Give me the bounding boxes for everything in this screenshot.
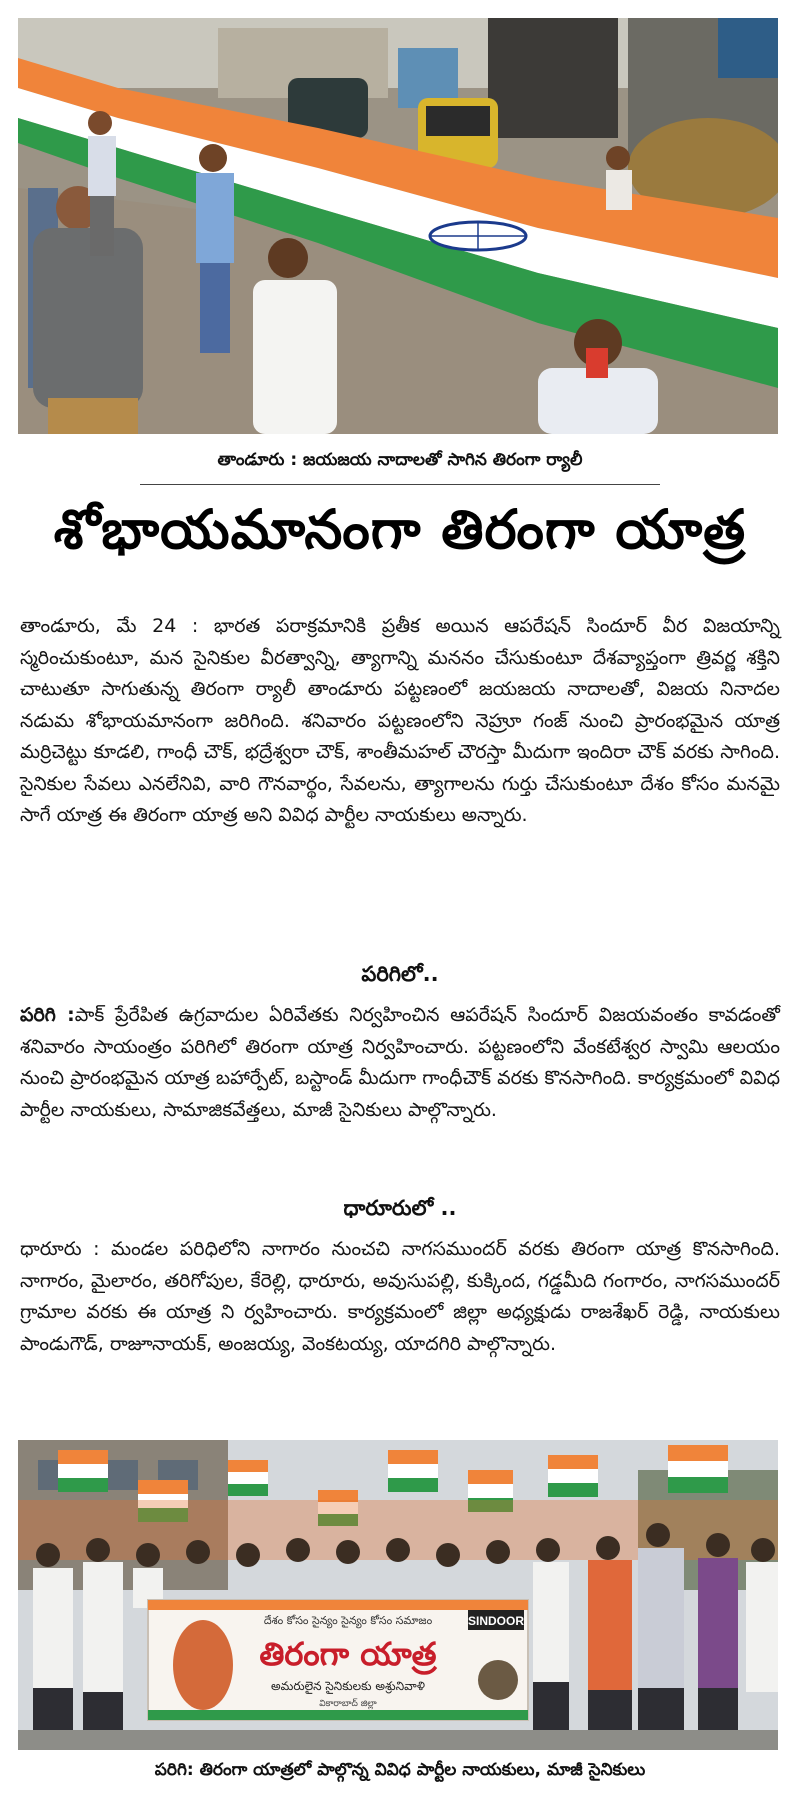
photo-tiranga-rally-tandur bbox=[18, 18, 778, 434]
article-paragraph-2-text: పాక్ ప్రేరేపిత ఉగ్రవాదుల ఏరివేతకు నిర్వహించిన ఆపరేషన్ సిందూర్ విజయవంతం కావడంతో శనివారం సాయంత్రం పరిగిలో తిరంగా యాత్ర నిర్వహించారు. పట్టణంలోని వేంకటేశ్వర స్వామి ఆలయం నుంచి ప్రారంభమైన యాత్ర బహార్పేట్, బస్టాండ్ మీదుగా గాంధీచౌక్ వరకు కొనసాగింది. కార్యక్రమంలో వివిధ పార్టీల నాయకులు, సామాజికవేత్తలు, మాజీ సైనికులు పాల్గొన్నారు. bbox=[20, 1004, 780, 1121]
parigi-photo-illustration bbox=[18, 1440, 778, 1750]
banner-badge: SINDOOR bbox=[467, 1614, 525, 1628]
rally-photo-illustration bbox=[18, 18, 778, 434]
photo-caption-top: తాండూరు : జయజయ నాదాలతో సాగిన తిరంగా ర్యాలీ bbox=[217, 450, 583, 470]
article-paragraph-1: తాండూరు, మే 24 : భారత పరాక్రమానికి ప్రతీక అయిన ఆపరేషన్ సిందూర్ వీర విజయాన్ని స్మరించుకుంటూ, మన సైనికుల వీరత్వాన్ని, త్యాగాన్ని మననం చేసుకుంటూ దేశవ్యాప్తంగా త్రివర్ణ శక్తిని చాటుతూ సాగుతున్న తిరంగా ర్యాలీ తాండూరు పట్టణంలో జయజయ నాదాలతో, విజయ నినాదల నడుమ శోభాయమానంగా జరిగింది. శనివారం పట్టణంలోని నెహ్రూ గంజ్ నుంచి ప్రారంభమైన యాత్ర మర్రిచెట్టు కూడలి, గాంధీ చౌక్, భద్రేశ్వరా చౌక్, శాంతీమహల్ చౌరస్తా మీదుగా ఇందిరా చౌక్ వరకు సాగింది. సైనికుల సేవలు ఎనలేనివి, వారి గౌనవార్థం, సేవలను, త్యాగాలను గుర్తు చేసుకుంటూ దేశం కోసం మనమై సాగే యాత్ర ఈ తిరంగా యాత్ర అని వివిధ పార్టీల నాయకులు అన్నారు. bbox=[20, 615, 780, 826]
subhead-parigi: పరిగిలో.. bbox=[361, 962, 439, 986]
banner-org: వికారాబాద్ జిల్లా bbox=[319, 1699, 377, 1709]
subhead-dharur: ధారూరులో .. bbox=[343, 1196, 457, 1220]
dateline-parigi: పరిగి : bbox=[20, 1004, 75, 1026]
photo-tiranga-yatra-parigi bbox=[18, 1440, 778, 1750]
banner-top-line: దేశం కోసం సైన్యం సైన్యం కోసం సమాజం bbox=[263, 1614, 433, 1627]
banner-subtitle: అమరులైన సైనికులకు అశ్రునివాళి bbox=[271, 1679, 425, 1693]
photo-caption-bottom: పరిగి: తిరంగా యాత్రలో పాల్గొన్న వివిధ పార్టీల నాయకులు, మాజీ సైనికులు bbox=[154, 1760, 646, 1780]
caption-divider bbox=[140, 484, 660, 485]
article-paragraph-3: ధారూరు : మండల పరిధిలోని నాగారం నుంచచి నాగసముందర్ వరకు తిరంగా యాత్ర కొనసాగింది. నాగారం, మైలారం, తరిగోపుల, కేరెల్లి, ధారూరు, అవుసుపల్లి, కుక్కింద, గడ్డమీది గంగారం, నాగసముందర్ గ్రామాల వరకు ఈ యాత్ర ని ర్వహించారు. కార్యక్రమంలో జిల్లా అధ్యక్షుడు రాజశేఖర్ రెడ్డి, నాయకులు పాండుగౌడ్, రాజూనాయక్, అంజయ్య, వెంకటయ్య, యాదగిరి పాల్గొన్నారు. bbox=[20, 1238, 780, 1355]
banner-title: తిరంగా యాత్ర bbox=[259, 1635, 437, 1673]
headline: శోభాయమానంగా తిరంగా యాత్ర bbox=[53, 498, 747, 561]
article-paragraph-2 bbox=[20, 1000, 780, 1126]
